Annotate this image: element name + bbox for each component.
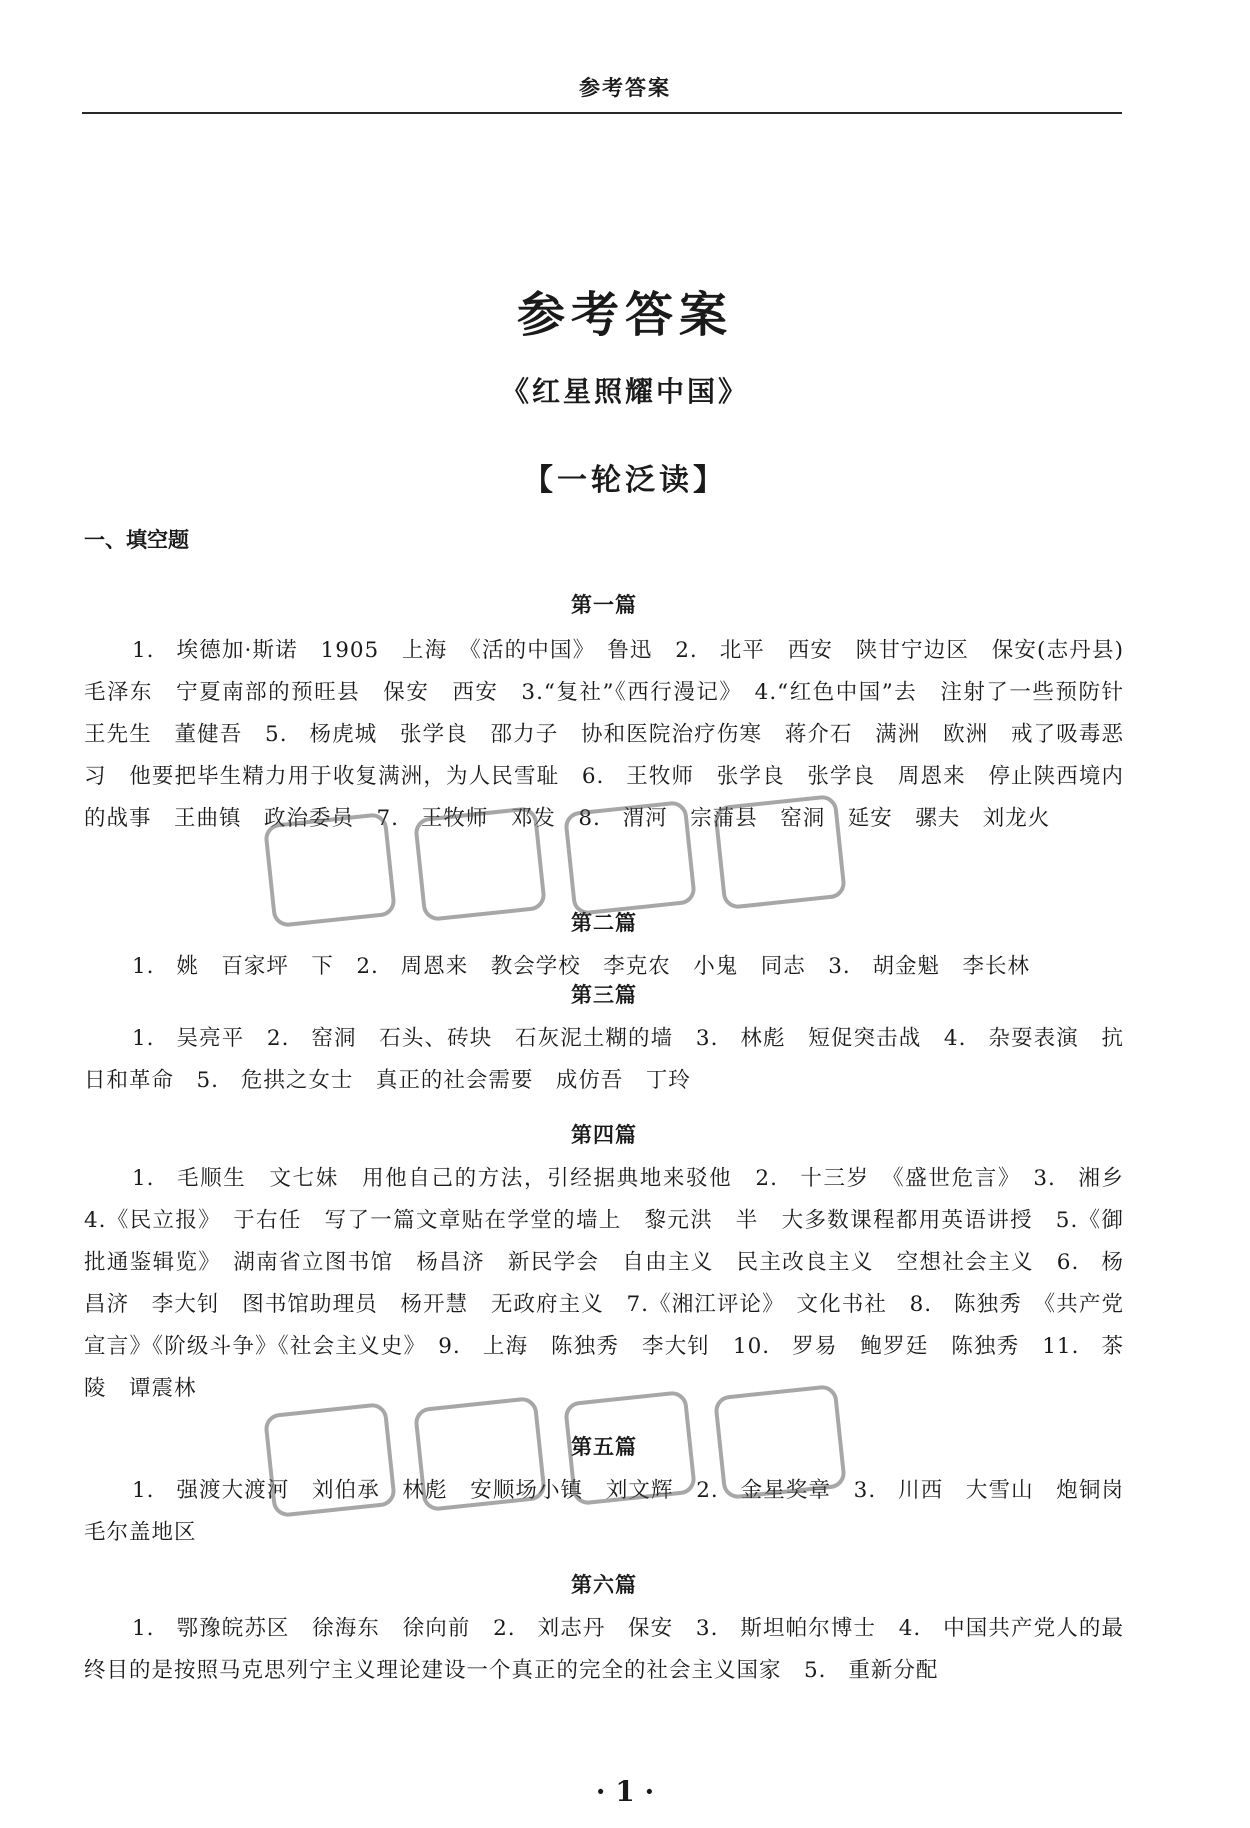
- page-number: · 1 ·: [595, 1775, 655, 1808]
- chapter-answers: 1. 姚 百家坪 下 2. 周恩来 教会学校 李克农 小鬼 同志 3. 胡金魁 李长林: [132, 954, 1031, 979]
- chapter-answers: 1. 埃德加·斯诺 1905 上海 《活的中国》 鲁迅 2. 北平 西安 陕甘宁边区 保安(志丹县) 毛泽东 宁夏南部的预旺县 保安 西安 3.“复社”《西行漫记》 4.“红色中国”去 注射了一些预防针 王先生 董健吾 5. 杨虎城 张学良 邵力子 协和医院治疗伤寒 蒋介石 满洲 欧洲 戒了吸毒恶习 他要把毕生精力用于收复满洲，为人民雪耻 6. 王牧师 张学良 张学良 周恩来 停止陕西境内的战事 王曲镇 政治委员 7. 王牧师 邓发 8. 渭河 宗蒲县 窑洞 延安 骡夫 刘龙火: [84, 638, 1147, 831]
- chapter-block-6: [84, 1570, 1124, 1692]
- running-header: 参考答案: [579, 76, 671, 100]
- chapter-block-4: [84, 1120, 1147, 1410]
- watermark-graphic: [260, 790, 880, 940]
- watermark-graphic: [260, 1380, 880, 1530]
- chapter-heading: 第三篇: [571, 983, 637, 1007]
- chapter-block-3: [84, 980, 1124, 1102]
- chapter-heading: 第六篇: [571, 1573, 637, 1597]
- round-title: 【一轮泛读】: [523, 463, 727, 498]
- chapter-heading: 第五篇: [571, 1435, 637, 1459]
- chapter-heading: 第四篇: [571, 1123, 637, 1147]
- chapter-heading: 第一篇: [571, 593, 637, 617]
- chapter-answers: 1. 鄂豫皖苏区 徐海东 徐向前 2. 刘志丹 保安 3. 斯坦帕尔博士 4. 中国共产党人的最终目的是按照马克思列宁主义理论建设一个真正的完全的社会主义国家 5. 重新分配: [84, 1616, 1124, 1683]
- chapter-heading: 第二篇: [571, 911, 637, 935]
- chapter-answers: 1. 吴亮平 2. 窑洞 石头、砖块 石灰泥土糊的墙 3. 林彪 短促突击战 4. 杂耍表演 抗日和革命 5. 危拱之女士 真正的社会需要 成仿吾 丁玲: [84, 1026, 1124, 1093]
- header-divider: [82, 112, 1122, 114]
- chapter-answers: 1. 强渡大渡河 刘伯承 林彪 安顺场小镇 刘文辉 2. 金星奖章 3. 川西 大雪山 炮铜岗 毛尔盖地区: [84, 1478, 1147, 1545]
- section-heading: 一、填空题: [84, 528, 189, 552]
- book-title: 《红星照耀中国》: [500, 375, 749, 408]
- chapter-answers: 1. 毛顺生 文七妹 用他自己的方法，引经据典地来驳他 2. 十三岁 《盛世危言》 3. 湘乡 4.《民立报》 于右任 写了一篇文章贴在学堂的墙上 黎元洪 半 大多数课程都用英语讲授 5.《御批通鉴辑览》 湖南省立图书馆 杨昌济 新民学会 自由主义 民主改良主义 空想社会主义 6. 杨昌济 李大钊 图书馆助理员 杨开慧 无政府主义 7.《湘江评论》 文化书社 8. 陈独秀 《共产党宣言》《阶级斗争》《社会主义史》 9. 上海 陈独秀 李大钊 10. 罗易 鲍罗廷 陈独秀 11. 茶陵 谭震林: [84, 1166, 1147, 1401]
- page-title: 参考答案: [516, 287, 733, 343]
